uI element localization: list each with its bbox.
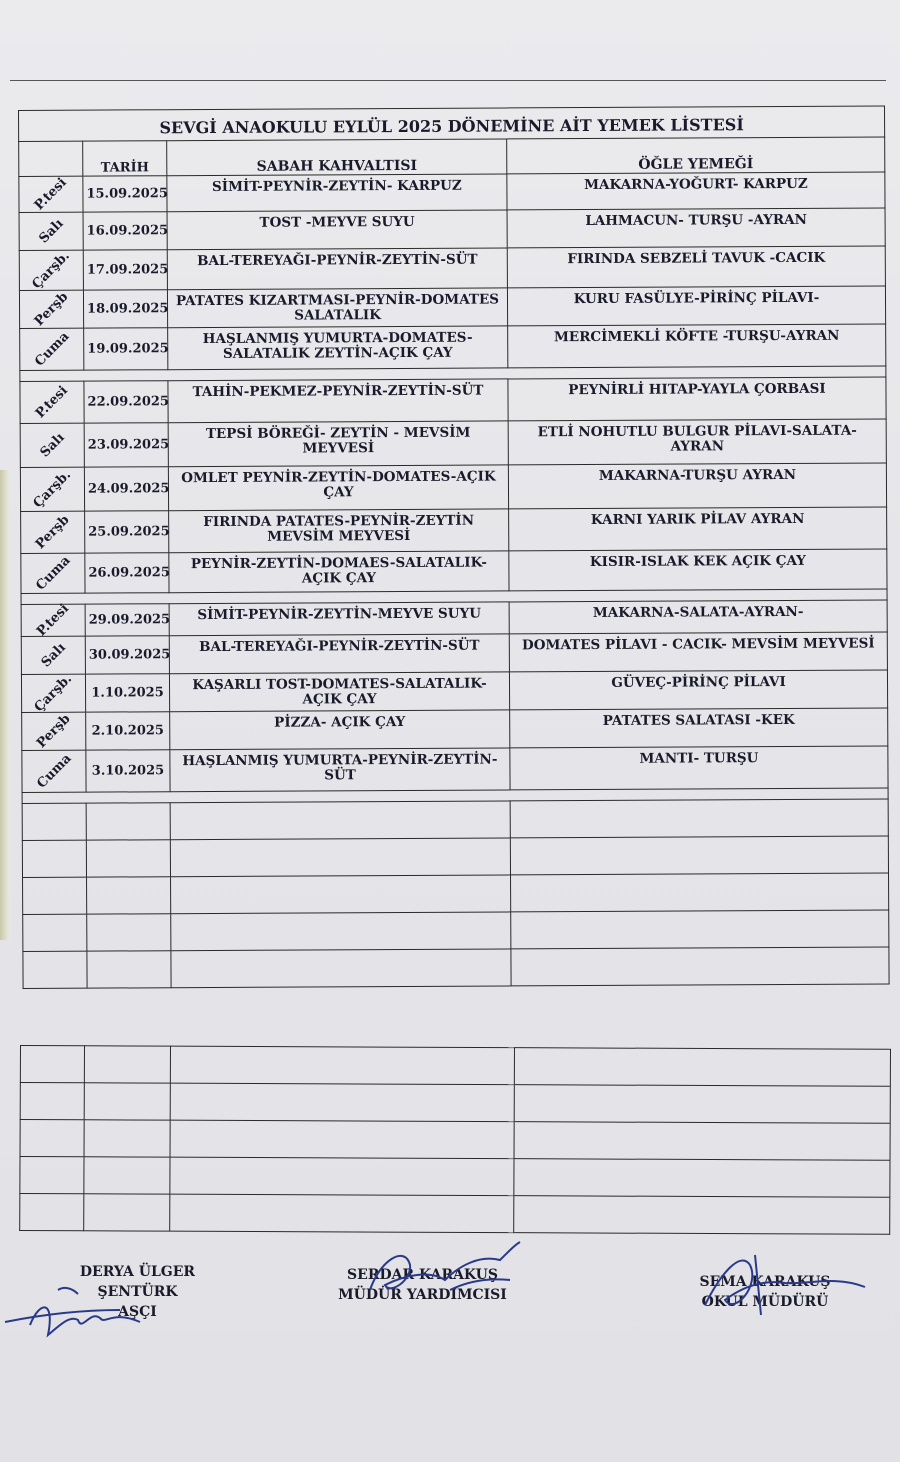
handwritten-signature-vice-principal: [350, 1240, 530, 1310]
date-cell: 30.09.2025: [85, 636, 169, 674]
blank-cell: [20, 1046, 84, 1083]
day-cell: [21, 511, 85, 553]
blank-row: [20, 1194, 890, 1235]
blank-cell: [514, 1159, 890, 1198]
breakfast-cell: FIRINDA PATATES-PEYNİR-ZEYTİN MEVSİM MEYVESİ: [169, 509, 509, 553]
day-cell: [19, 176, 83, 212]
date-cell: 29.09.2025: [85, 604, 169, 636]
blank-cell: [87, 877, 171, 914]
blank-cell: [514, 1085, 890, 1124]
date-cell: 3.10.2025: [86, 750, 170, 792]
blank-cell: [20, 1120, 84, 1157]
breakfast-cell: SİMİT-PEYNİR-ZEYTİN-MEYVE SUYU: [169, 602, 509, 636]
blank-cell: [511, 873, 889, 912]
day-cell: [21, 671, 85, 716]
paper-fold-shadow: [0, 470, 12, 940]
breakfast-cell: TOST -MEYVE SUYU: [167, 210, 507, 250]
menu-table-container: [18, 105, 889, 989]
blank-cell: [171, 949, 511, 988]
lunch-cell: KURU FASÜLYE-PİRİNÇ PİLAVI-: [507, 286, 885, 326]
date-cell: 1.10.2025: [85, 674, 169, 712]
header-lunch: ÖĞLE YEMEĞİ: [507, 137, 885, 174]
day-label: Perşb: [32, 512, 73, 553]
page-title: SEVGİ ANAOKULU EYLÜL 2025 DÖNEMİNE AİT YEMEK LİSTESİ: [19, 106, 885, 142]
blank-cell: [84, 1083, 170, 1120]
lunch-cell: PEYNİRLİ HITAP-YAYLA ÇORBASI: [508, 377, 886, 421]
menu-row: [22, 708, 888, 751]
date-cell: 18.09.2025: [83, 290, 167, 328]
handwritten-signature-principal: [695, 1245, 875, 1325]
blank-cell: [514, 1122, 890, 1161]
signer-name: SERDAR KARAKUŞ: [347, 1267, 498, 1283]
day-cell: [19, 290, 83, 328]
breakfast-cell: KAŞARLI TOST-DOMATES-SALATALIK-AÇIK ÇAY: [169, 672, 509, 712]
lunch-cell: MAKARNA-SALATA-AYRAN-: [509, 600, 887, 634]
day-label: P.tesi: [32, 175, 70, 214]
blank-cell: [514, 1048, 890, 1087]
breakfast-cell: PATATES KIZARTMASI-PEYNİR-DOMATES SALATALIK: [167, 288, 507, 328]
blank-row: [20, 1120, 890, 1161]
menu-row: [22, 746, 888, 793]
day-label: Perşb: [34, 711, 74, 752]
signer-name: DERYA ÜLGER ŞENTÜRK: [79, 1264, 196, 1300]
menu-row: [20, 463, 886, 512]
blank-table: [19, 1045, 891, 1235]
day-cell: [19, 248, 83, 293]
blank-cell: [170, 1194, 514, 1233]
date-cell: 19.09.2025: [84, 328, 168, 370]
breakfast-cell: BAL-TEREYAĞI-PEYNİR-ZEYTİN-SÜT: [167, 248, 507, 290]
blank-cell: [170, 1046, 514, 1085]
blank-cell: [87, 914, 171, 951]
blank-cell: [511, 947, 889, 986]
day-label: Cuma: [31, 329, 72, 370]
day-cell: [20, 467, 84, 511]
date-cell: 24.09.2025: [84, 467, 168, 511]
menu-row: [21, 670, 887, 713]
menu-row: [20, 324, 886, 371]
date-cell: 16.09.2025: [83, 212, 167, 250]
day-cell: [20, 381, 84, 423]
blank-table-container: [19, 1045, 890, 1235]
blank-cell: [84, 1046, 170, 1083]
menu-row: [19, 172, 885, 213]
day-cell: [21, 601, 85, 640]
header-date: TARİH: [83, 141, 167, 176]
menu-row: [21, 600, 887, 637]
day-label: Çarşb.: [30, 467, 75, 512]
blank-cell: [511, 910, 889, 949]
blank-cell: [171, 912, 511, 951]
day-cell: [22, 750, 86, 792]
lunch-cell: GÜVEÇ-PİRİNÇ PİLAVI: [509, 670, 887, 710]
lunch-cell: MERCİMEKLİ KÖFTE -TURŞU-AYRAN: [508, 324, 886, 368]
signer-role: MÜDÜR YARDIMCISI: [338, 1287, 507, 1303]
blank-row: [22, 836, 888, 878]
day-label: P.tesi: [34, 601, 73, 640]
lunch-cell: LAHMACUN- TURŞU -AYRAN: [507, 208, 885, 248]
menu-row: [20, 419, 886, 468]
breakfast-cell: OMLET PEYNİR-ZEYTİN-DOMATES-AÇIK ÇAY: [168, 465, 508, 511]
blank-cell: [84, 1157, 170, 1194]
blank-cell: [514, 1196, 890, 1235]
blank-row: [20, 1157, 890, 1198]
lunch-cell: PATATES SALATASI -KEK: [510, 708, 888, 748]
header-breakfast: SABAH KAHVALTISI: [167, 139, 507, 176]
blank-row: [23, 873, 889, 915]
blank-cell: [510, 836, 888, 875]
handwritten-signature-cook: [0, 1280, 170, 1350]
date-cell: 25.09.2025: [85, 511, 169, 553]
day-label: Çarşb.: [29, 248, 74, 293]
breakfast-cell: PİZZA- AÇIK ÇAY: [170, 710, 510, 750]
blank-cell: [84, 1194, 170, 1231]
lunch-cell: KISIR-ISLAK KEK AÇIK ÇAY: [509, 549, 887, 591]
breakfast-cell: HAŞLANMIŞ YUMURTA-PEYNİR-ZEYTİN-SÜT: [170, 748, 510, 792]
blank-row: [20, 1083, 890, 1124]
blank-cell: [86, 840, 170, 877]
day-cell: [21, 636, 85, 674]
lunch-cell: FIRINDA SEBZELİ TAVUK -CACIK: [507, 246, 885, 288]
day-label: Perşb: [31, 289, 72, 330]
lunch-cell: DOMATES PİLAVI - CACIK- MEVSİM MEYVESİ: [509, 632, 887, 672]
day-cell: [19, 212, 83, 250]
menu-table: [18, 105, 890, 989]
breakfast-cell: TAHİN-PEKMEZ-PEYNİR-ZEYTİN-SÜT: [168, 379, 508, 423]
blank-cell: [22, 840, 86, 877]
blank-cell: [23, 914, 87, 951]
day-cell: [22, 712, 86, 750]
blank-cell: [170, 1157, 514, 1196]
header-day: [19, 141, 83, 176]
blank-cell: [87, 951, 171, 988]
menu-row: [19, 286, 885, 329]
breakfast-cell: HAŞLANMIŞ YUMURTA-DOMATES-SALATALIK ZEYTİN-AÇIK ÇAY: [168, 326, 508, 370]
lunch-cell: MANTI- TURŞU: [510, 746, 888, 790]
date-cell: 26.09.2025: [85, 553, 169, 593]
day-label: Salı: [38, 640, 69, 671]
blank-cell: [20, 1083, 84, 1120]
blank-cell: [170, 1083, 514, 1122]
blank-cell: [22, 803, 86, 840]
menu-row: [19, 208, 885, 251]
day-cell: [20, 423, 84, 467]
menu-row: [21, 507, 887, 554]
lunch-cell: KARNI YARIK PİLAV AYRAN: [509, 507, 887, 551]
breakfast-cell: SİMİT-PEYNİR-ZEYTİN- KARPUZ: [167, 174, 507, 212]
menu-row: [20, 377, 886, 424]
day-cell: [21, 553, 85, 593]
date-cell: 17.09.2025: [83, 250, 167, 290]
blank-cell: [23, 951, 87, 988]
blank-cell: [84, 1120, 170, 1157]
day-label: Cuma: [33, 751, 75, 792]
signer-role: AŞÇI: [118, 1304, 157, 1320]
lunch-cell: MAKARNA-YOĞURT- KARPUZ: [507, 172, 885, 210]
menu-row: [21, 632, 887, 675]
blank-cell: [171, 875, 511, 914]
date-cell: 15.09.2025: [83, 176, 167, 212]
menu-row: [19, 246, 885, 291]
day-cell: [20, 328, 84, 370]
date-cell: 23.09.2025: [84, 423, 168, 467]
blank-cell: [20, 1194, 84, 1231]
day-label: Çarşb.: [31, 671, 76, 716]
day-label: P.tesi: [33, 383, 71, 422]
blank-cell: [23, 877, 87, 914]
lunch-cell: ETLİ NOHUTLU BULGUR PİLAVI-SALATA-AYRAN: [508, 419, 886, 465]
day-label: Salı: [37, 430, 68, 461]
menu-row: [21, 549, 887, 594]
top-divider-line: [10, 80, 886, 81]
blank-row: [22, 799, 888, 841]
breakfast-cell: PEYNİR-ZEYTİN-DOMAES-SALATALIK-AÇIK ÇAY: [169, 551, 509, 593]
date-cell: 2.10.2025: [86, 712, 170, 750]
day-label: Cuma: [32, 553, 74, 594]
breakfast-cell: TEPSİ BÖREĞİ- ZEYTİN - MEVSİM MEYVESİ: [168, 421, 508, 467]
blank-cell: [170, 801, 510, 840]
blank-cell: [170, 1120, 514, 1159]
blank-row: [20, 1046, 890, 1087]
lunch-cell: MAKARNA-TURŞU AYRAN: [508, 463, 886, 509]
blank-cell: [20, 1157, 84, 1194]
date-cell: 22.09.2025: [84, 381, 168, 423]
blank-cell: [170, 838, 510, 877]
signer-name: SEMA KARAKUŞ: [699, 1274, 831, 1290]
day-label: Salı: [36, 216, 67, 247]
blank-cell: [86, 803, 170, 840]
blank-row: [23, 947, 889, 989]
blank-cell: [510, 799, 888, 838]
signer-role: OKUL MÜDÜRÜ: [701, 1294, 829, 1310]
breakfast-cell: BAL-TEREYAĞI-PEYNİR-ZEYTİN-SÜT: [169, 634, 509, 674]
blank-row: [23, 910, 889, 952]
